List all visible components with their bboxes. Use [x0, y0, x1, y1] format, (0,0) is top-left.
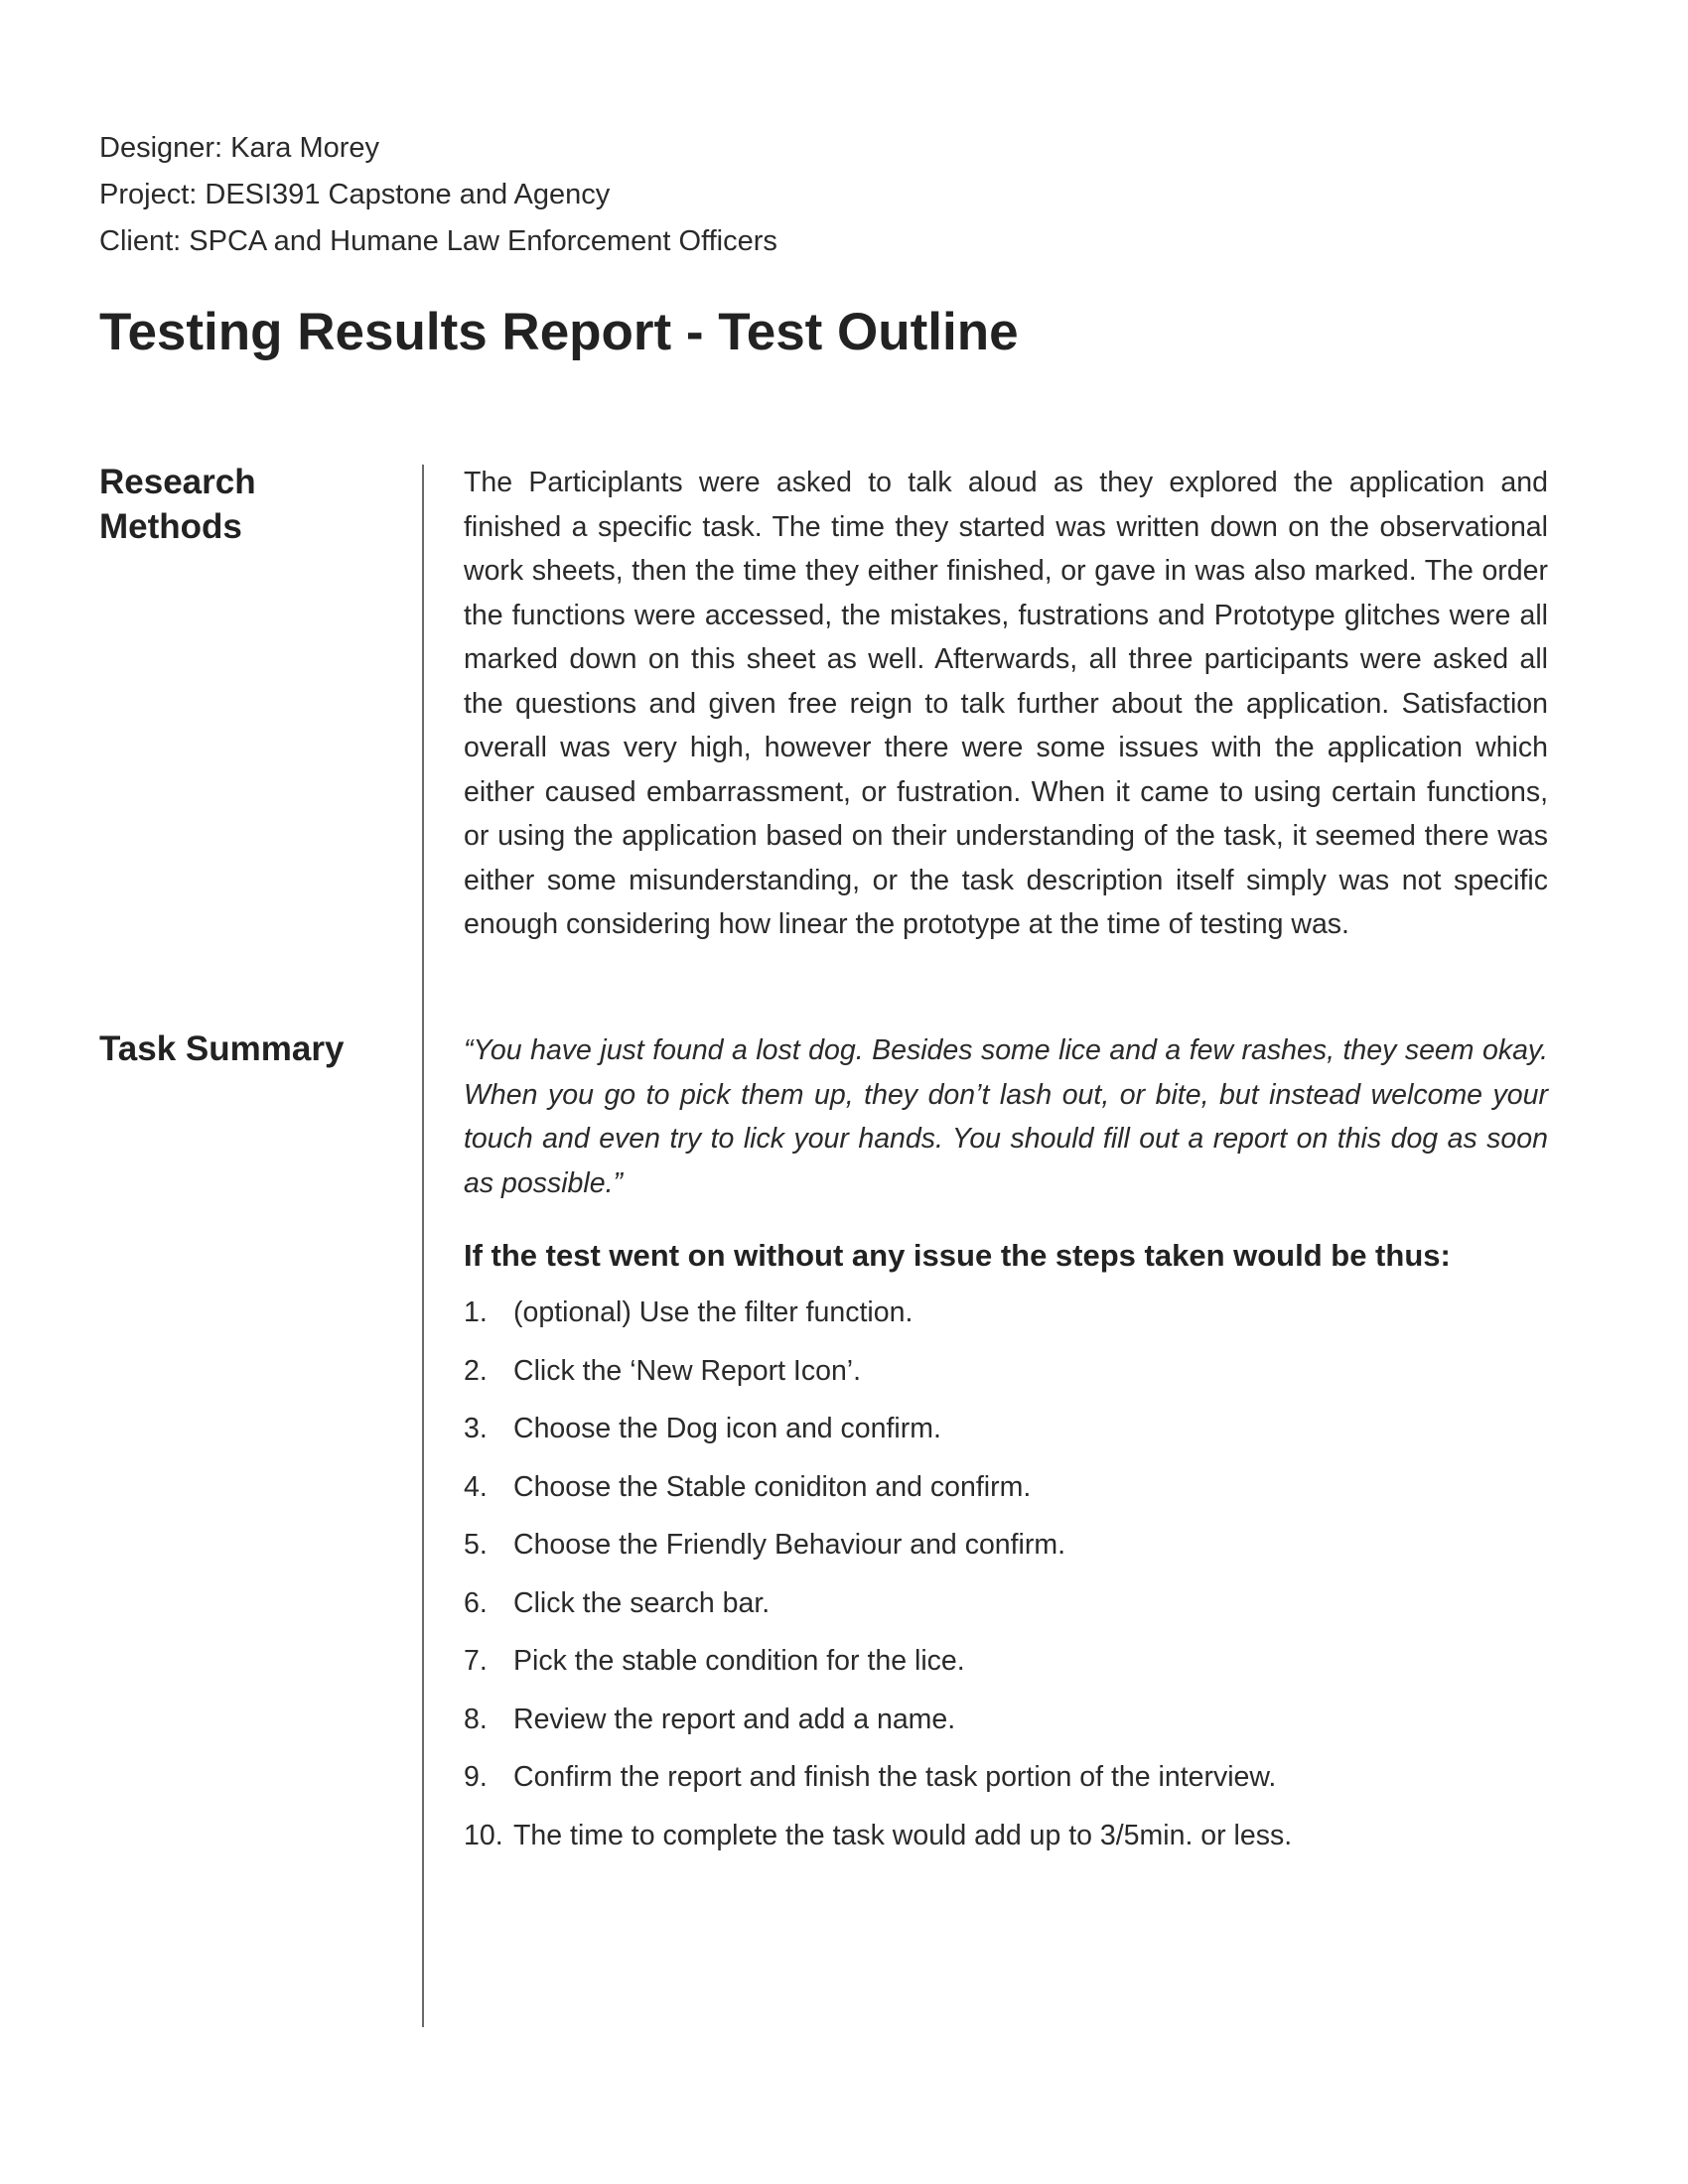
step-number: 5.: [464, 1529, 488, 1561]
step-text: Choose the Stable coniditon and confirm.: [513, 1470, 1032, 1503]
steps-intro: If the test went on without any issue the steps taken would be thus:: [464, 1238, 1451, 1273]
client-line: Client: SPCA and Humane Law Enforcement Officers: [99, 225, 777, 257]
research-methods-heading: [99, 460, 256, 549]
list-item: [464, 1523, 1292, 1581]
page-title: Testing Results Report - Test Outline: [99, 303, 1019, 361]
list-item: [464, 1407, 1292, 1465]
list-item: [464, 1291, 1292, 1349]
research-methods-heading-line1: Research: [99, 463, 256, 501]
list-item: [464, 1814, 1292, 1872]
step-number: 7.: [464, 1645, 488, 1677]
step-number: 10.: [464, 1819, 503, 1851]
step-text: The time to complete the task would add up to 3/5min. or less.: [513, 1819, 1293, 1851]
step-number: 3.: [464, 1413, 488, 1444]
list-item: [464, 1465, 1292, 1524]
project-line: Project: DESI391 Capstone and Agency: [99, 179, 611, 210]
task-summary-quote: “You have just found a lost dog. Besides some lice and a few rashes, they seem okay. When you go to pick them up, they don’t lash out, or bite, but instead welcome your touch and even try to lick your hands. You should fill out a report on this dog as soon as possible.”: [464, 1034, 1548, 1199]
list-item: [464, 1755, 1292, 1814]
step-number: 1.: [464, 1297, 488, 1328]
step-text: (optional) Use the filter function.: [513, 1297, 914, 1328]
list-item: [464, 1349, 1292, 1408]
designer-line: Designer: Kara Morey: [99, 132, 380, 164]
step-text: Pick the stable condition for the lice.: [513, 1645, 965, 1677]
step-number: 4.: [464, 1470, 488, 1503]
document-meta: [99, 125, 777, 265]
step-text: Click the ‘New Report Icon’.: [513, 1354, 862, 1387]
list-item: [464, 1639, 1292, 1698]
step-number: 6.: [464, 1586, 488, 1619]
step-number: 2.: [464, 1354, 488, 1387]
step-text: Choose the Dog icon and confirm.: [513, 1413, 941, 1444]
list-item: [464, 1581, 1292, 1640]
list-item: [464, 1698, 1292, 1756]
task-summary-heading: Task Summary: [99, 1029, 345, 1068]
step-number: 9.: [464, 1761, 488, 1793]
column-divider: [422, 465, 424, 2027]
step-text: Review the report and add a name.: [513, 1703, 956, 1735]
steps-list: [464, 1291, 1292, 1871]
research-methods-heading-line2: Methods: [99, 507, 242, 546]
step-text: Confirm the report and finish the task portion of the interview.: [513, 1761, 1277, 1793]
step-text: Click the search bar.: [513, 1586, 771, 1619]
step-text: Choose the Friendly Behaviour and confirm.: [513, 1529, 1066, 1561]
research-methods-body: The Participlants were asked to talk aloud as they explored the application and finished a specific task. The time they started was written down on the observational work sheets, then the time they either finished, or gave in was also marked. The order the functions were accessed, the mistakes, fustrations and Prototype glitches were all marked down on this sheet as well. Afterwards, all three participants were asked all the questions and given free reign to talk further about the application. Satisfaction overall was very high, however there were some issues with the application which either caused embarrassment, or fustration. When it came to using certain functions, or using the application based on their understanding of the task, it seemed there was either some misunderstanding, or the task description itself simply was not specific enough considering how linear the prototype at the time of testing was.: [464, 467, 1548, 940]
step-number: 8.: [464, 1703, 488, 1735]
